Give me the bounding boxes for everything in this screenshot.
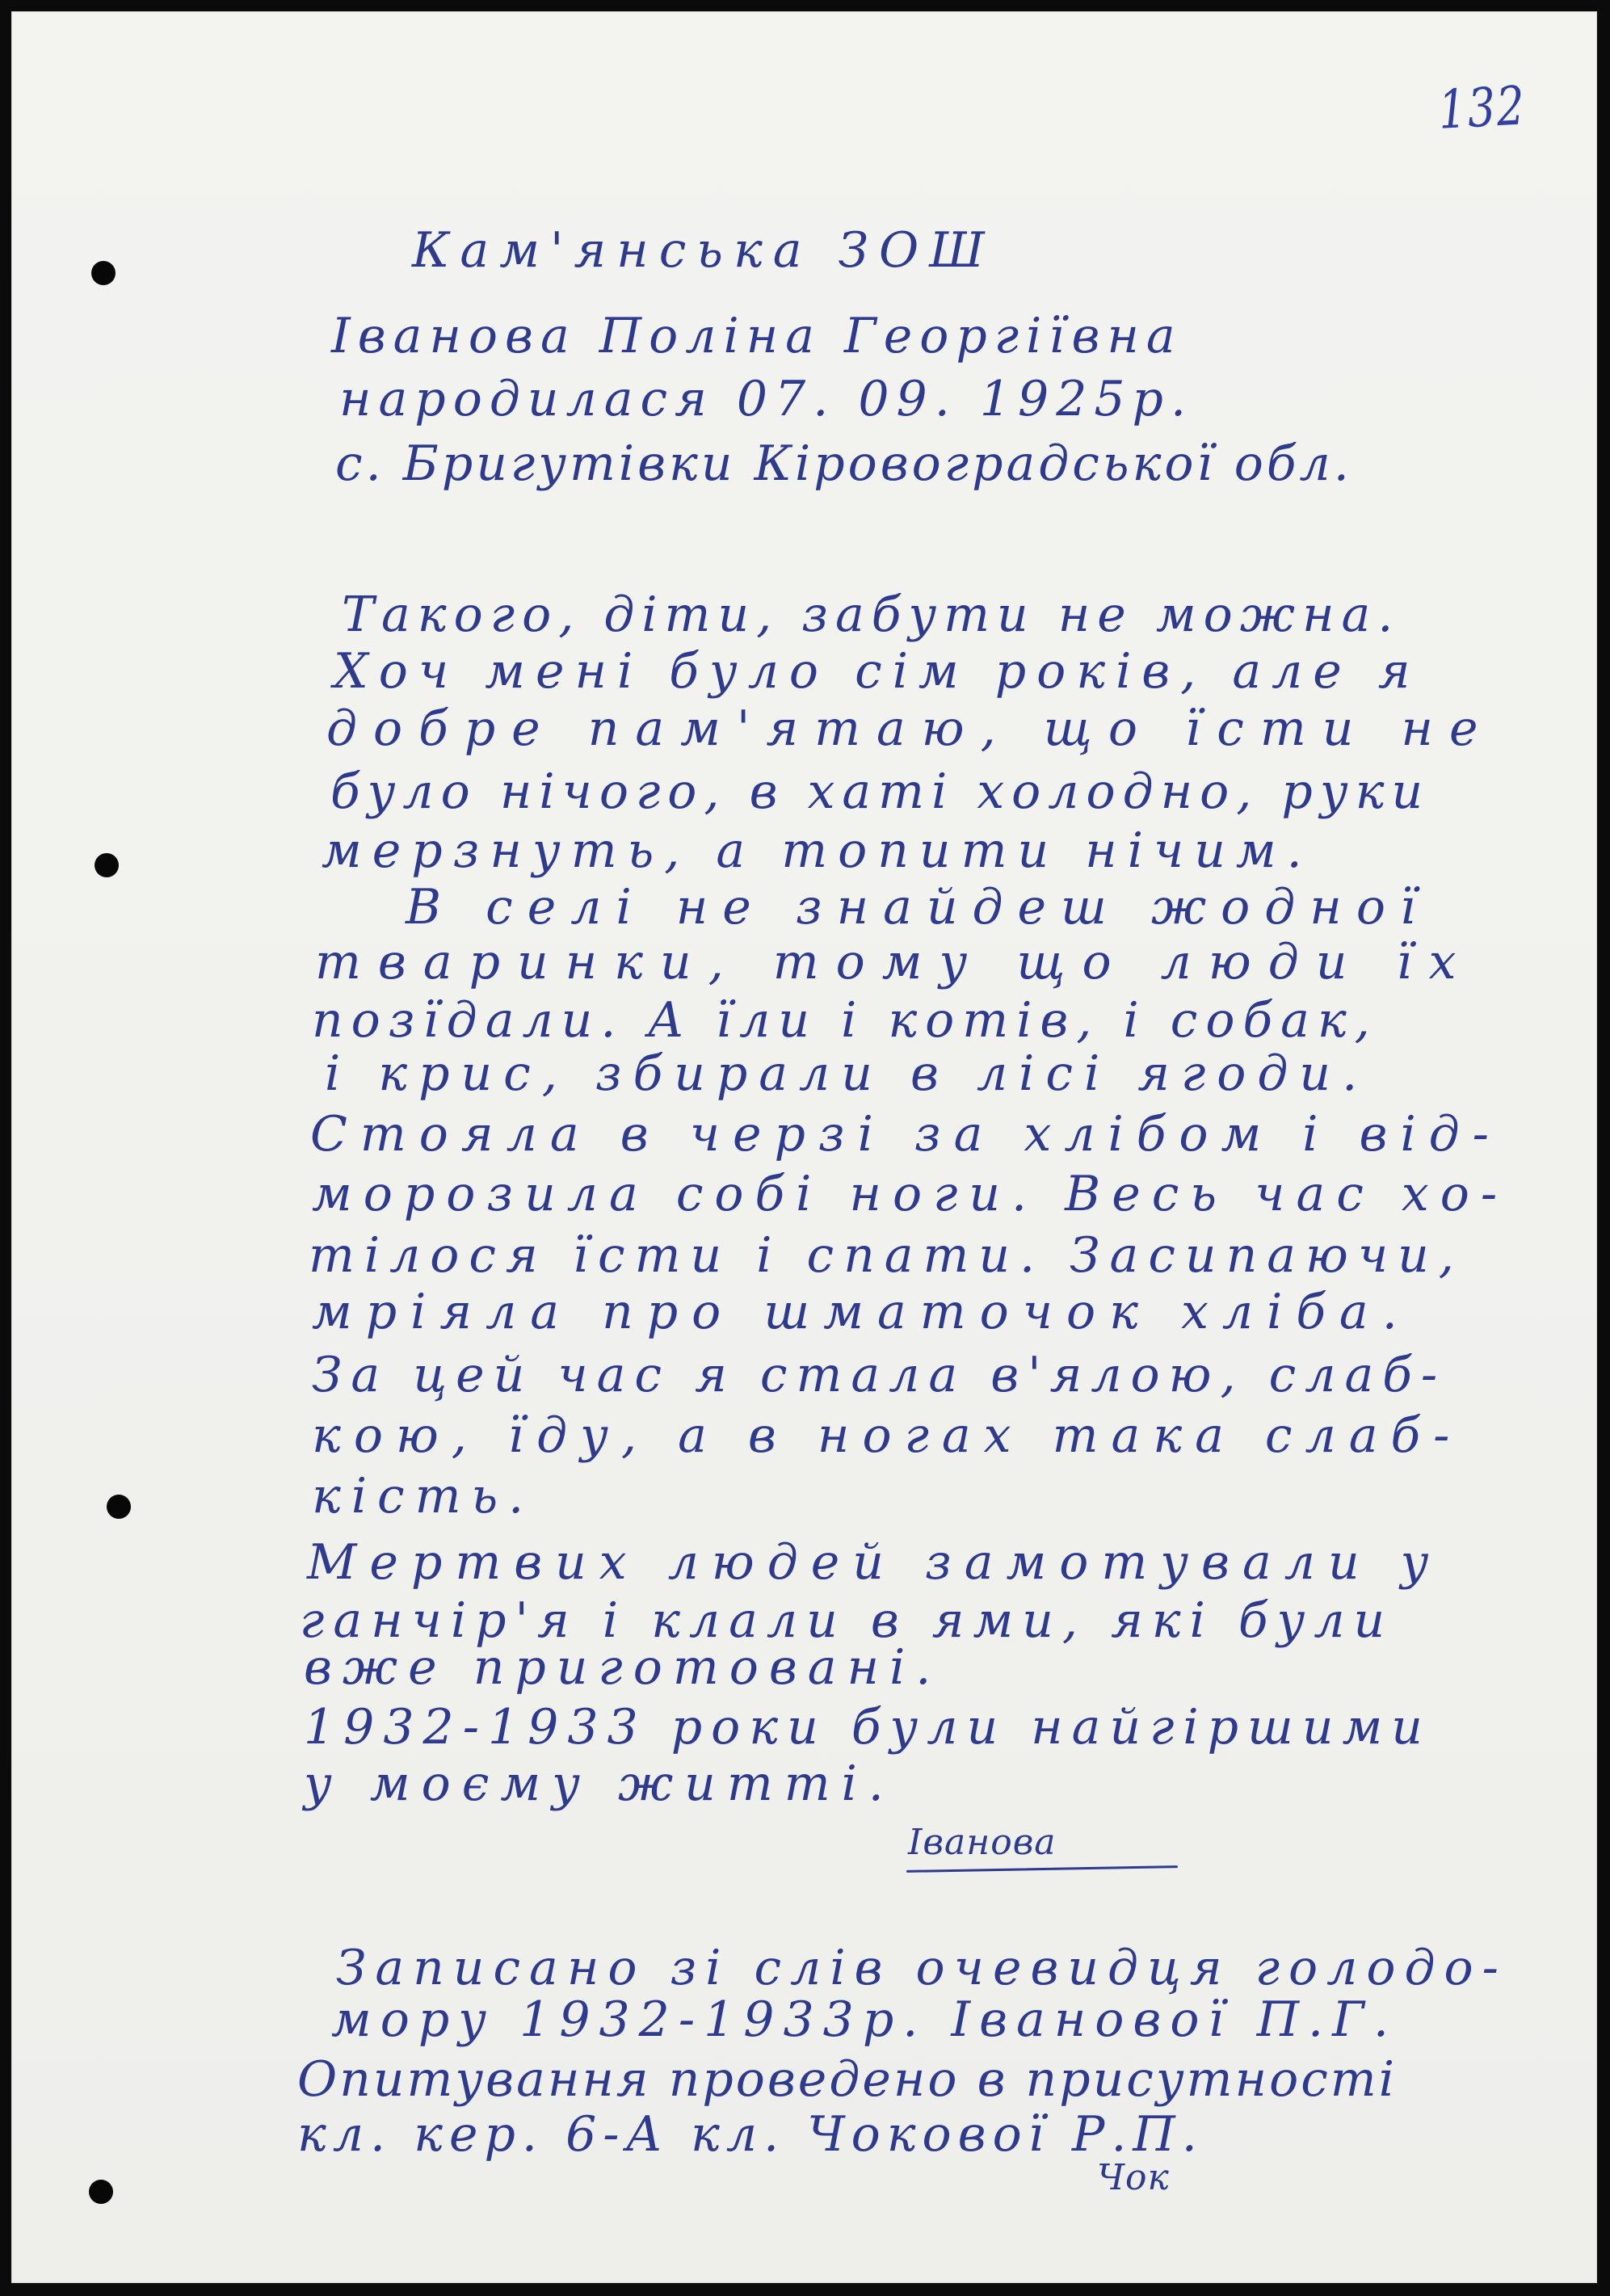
- testimony-line: і крис, збирали в лісі ягоди.: [325, 1045, 1369, 1102]
- testimony-line: 1932-1933 роки були найгіршими: [304, 1699, 1431, 1756]
- testimony-line: було нічого, в хаті холодно, руки: [330, 763, 1431, 820]
- testimony-line: тілося їсти і спати. Засипаючи,: [309, 1227, 1464, 1284]
- punch-hole-middle-lower: [107, 1495, 131, 1519]
- testimony-line: ганчір'я і клали в ями, які були: [300, 1592, 1394, 1649]
- witness-name: Іванова Поліна Георгіївна: [331, 308, 1183, 364]
- testimony-line: За цей час я стала в'ялою, слаб-: [312, 1347, 1447, 1403]
- birth-place: с. Бригутівки Кіровоградської обл.: [335, 435, 1352, 492]
- testimony-line: мріяла про шматочок хліба.: [312, 1284, 1411, 1340]
- witness-signature-underline: [906, 1865, 1178, 1873]
- document-page: [11, 11, 1597, 2283]
- punch-hole-bottom: [89, 2180, 113, 2204]
- note-line: Опитування проведено в присутності: [297, 2051, 1397, 2108]
- recorder-signature: Чок: [1097, 2157, 1170, 2198]
- punch-hole-top: [91, 261, 116, 285]
- witness-signature: Іванова: [908, 1822, 1057, 1863]
- testimony-line: Стояла в черзі за хлібом і від-: [310, 1106, 1502, 1163]
- testimony-line: В селі не знайдеш жодної: [406, 879, 1431, 936]
- testimony-line: добре пам'ятаю, що їсти не: [326, 700, 1494, 757]
- note-line: кл. кер. 6-А кл. Чокової Р.П.: [297, 2106, 1204, 2163]
- testimony-line: позїдали. А їли і котів, і собак,: [312, 992, 1378, 1049]
- birth-date: народилася 07. 09. 1925р.: [339, 371, 1194, 427]
- testimony-line: кість.: [312, 1468, 535, 1524]
- punch-hole-middle-upper: [95, 853, 119, 877]
- testimony-line: морозила собі ноги. Весь час хо-: [312, 1166, 1509, 1222]
- note-line: Записано зі слів очевидця голодо-: [336, 1940, 1507, 1996]
- testimony-line: кою, їду, а в ногах така слаб-: [312, 1407, 1463, 1464]
- testimony-line: Хоч мені було сім років, але я: [334, 643, 1421, 700]
- testimony-line: Такого, діти, забути не можна.: [342, 587, 1401, 643]
- school-heading: Кам'янська ЗОШ: [412, 222, 995, 279]
- testimony-line: вже приготовані.: [304, 1639, 942, 1696]
- testimony-line: мерзнуть, а топити нічим.: [322, 822, 1313, 879]
- testimony-line: Мертвих людей замотували у: [307, 1534, 1442, 1591]
- testimony-line: тваринки, тому що люди їх: [315, 934, 1473, 990]
- note-line: мору 1932-1933р. Іванової П.Г.: [331, 1991, 1398, 2048]
- testimony-line: у моєму житті.: [304, 1756, 895, 1812]
- page-number: 132: [1436, 74, 1528, 141]
